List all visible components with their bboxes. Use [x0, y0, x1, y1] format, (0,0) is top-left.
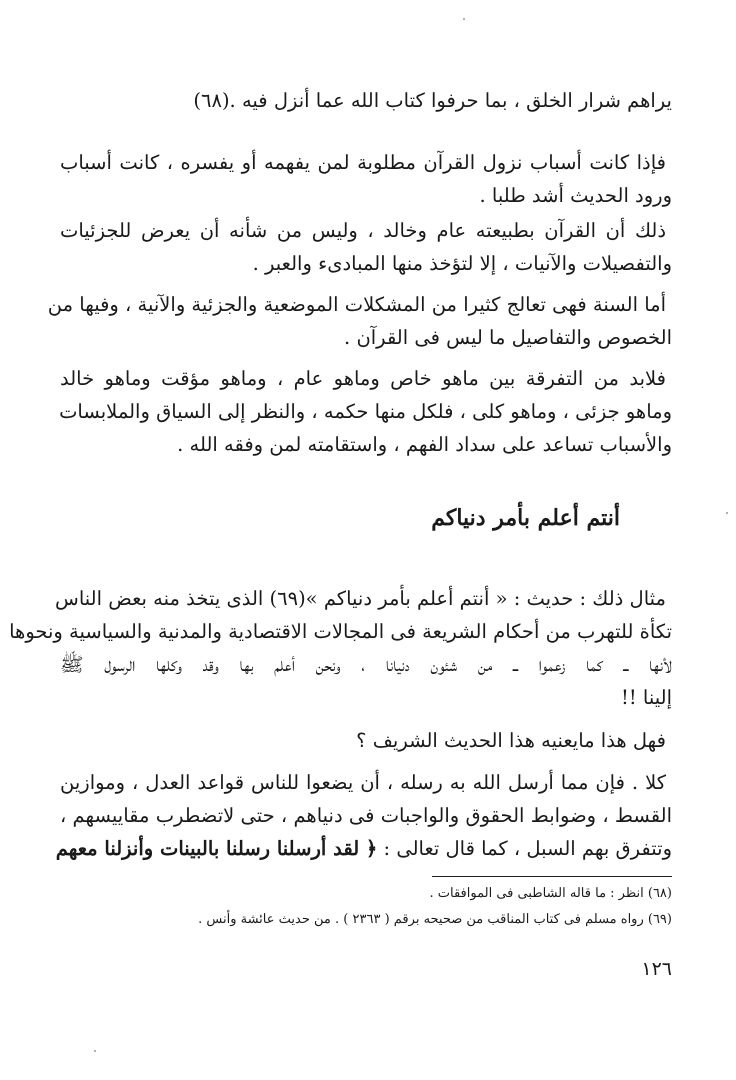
paragraph-line: الخصوص والتفاصيل ما ليس فى القرآن . [344, 326, 672, 349]
paragraph-line: مثال ذلك : حديث : « أنتم أعلم بأمر دنياكم »(٦٩) الذى يتخذ منه بعض الناس [55, 587, 666, 610]
paragraph-line: فإذا كانت أسباب نزول القرآن مطلوبة لمن يفهمه أو يفسره ، كانت أسباب [60, 151, 666, 174]
scan-speck [94, 1050, 96, 1052]
paragraph-5 [60, 362, 672, 461]
page-number: ١٢٦ [641, 958, 672, 980]
paragraph-line: القسط ، وضوابط الحقوق والواجبات فى دنياهم ، حتى لاتضطرب مقاييسهم ، [60, 804, 672, 827]
paragraph-line: لأنها ــ كما زعموا ــ من شئون دنيانا ، ونحن أعلم بها وقد وكلها الرسول ﷺ [60, 653, 672, 676]
paragraph-4 [47, 288, 672, 354]
paragraph-6 [9, 582, 672, 714]
scan-speck [726, 512, 728, 514]
paragraph-3 [60, 214, 672, 280]
paragraph-line: فلابد من التفرقة بين ماهو خاص وماهو عام ، وماهو مؤقت وماهو خالد [60, 367, 666, 390]
paragraph-line: يراهم شرار الخلق ، بما حرفوا كتاب الله عما أنزل فيه .(٦٨) [193, 89, 672, 112]
paragraph-2 [60, 146, 672, 212]
quran-quote: ﴿ لقد أرسلنا رسلنا بالبينات وأنزلنا معهم [55, 837, 378, 860]
paragraph-line: تكأة للتهرب من أحكام الشريعة فى المجالات الاقتصادية والمدنية والسياسية ونحوها [9, 620, 672, 643]
book-page [9, 0, 672, 1080]
paragraph-line: ورود الحديث أشد طلبا . [479, 184, 672, 207]
paragraph-8 [55, 766, 672, 865]
scan-speck [463, 18, 465, 20]
paragraph-line-with-quote [55, 832, 672, 865]
footnote-68: (٦٨) انظر : ما قاله الشاطبى فى الموافقات . [429, 886, 672, 901]
paragraph-line: وماهو جزئى ، وماهو كلى ، فلكل منها حكمه ، والنظر إلى السياق والملابسات [59, 400, 672, 423]
paragraph-7 [60, 724, 672, 757]
paragraph-line: فهل هذا مايعنيه هذا الحديث الشريف ؟ [356, 729, 666, 752]
footnote-69: (٦٩) رواه مسلم فى كتاب المناقب من صحيحه برقم ( ٢٣٦٣ ) . من حديث عائشة وأنس . [198, 912, 672, 927]
paragraph-line: والأسباب تساعد على سداد الفهم ، واستقامته لمن وفقه الله . [177, 433, 672, 456]
footnote-divider [432, 876, 672, 877]
paragraph-line: إلينا !! [621, 686, 672, 709]
paragraph-text: وتتفرق بهم السبل ، كما قال تعالى : [377, 837, 672, 860]
section-heading: أنتم أعلم بأمر دنياكم [431, 505, 620, 531]
paragraph-line: والتفصيلات والآنيات ، إلا لتؤخذ منها المبادىء والعبر . [252, 252, 672, 275]
paragraph-line: كلا . فإن مما أرسل الله به رسله ، أن يضعوا للناس قواعد العدل ، وموازين [60, 771, 666, 794]
paragraph-line: أما السنة فهى تعالج كثيرا من المشكلات الموضعية والجزئية والآنية ، وفيها من [47, 293, 666, 316]
paragraph-line: ذلك أن القرآن بطبيعته عام وخالد ، وليس من شأنه أن يعرض للجزئيات [60, 219, 666, 242]
paragraph-1 [60, 84, 672, 117]
